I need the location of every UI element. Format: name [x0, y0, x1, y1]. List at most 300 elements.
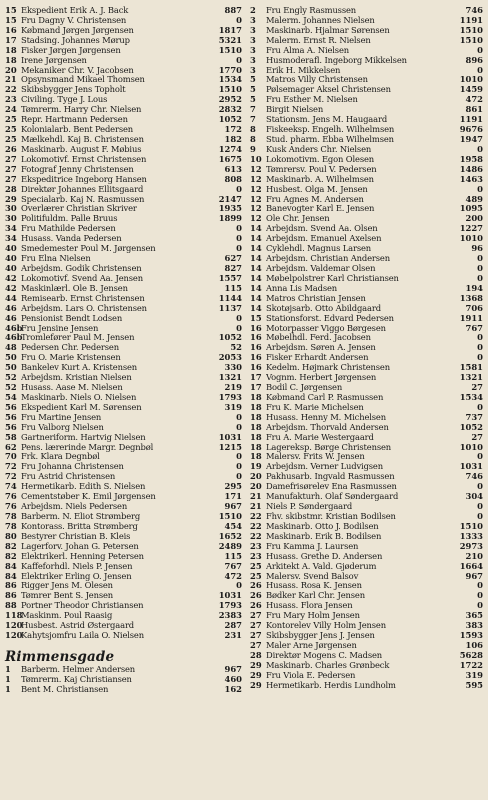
directory-entry: [250, 284, 483, 294]
tax-amount: 1010: [459, 75, 483, 85]
resident-name: Arbejdsm. Søren A. Jensen: [266, 343, 376, 353]
tax-amount: 27: [471, 432, 483, 442]
directory-entry: [250, 66, 483, 76]
tax-amount: 1095: [459, 204, 483, 214]
tax-amount: 1947: [459, 134, 483, 144]
house-number: 88: [5, 601, 17, 611]
directory-entry: [250, 393, 483, 403]
tax-amount: 27: [471, 383, 483, 393]
tax-amount: 182: [224, 134, 242, 144]
house-number: 70: [5, 452, 17, 462]
directory-entry: [5, 393, 242, 403]
house-number: 14: [250, 293, 262, 303]
resident-name: Arbejdsm. Emanuel Axelsen: [266, 234, 382, 244]
tax-amount: 627: [224, 254, 242, 264]
resident-name: Fru A. Marie Westergaard: [266, 432, 374, 442]
house-number: 29: [5, 194, 17, 204]
house-number: 44: [5, 293, 17, 303]
directory-entry: [5, 562, 242, 572]
house-number: 54: [5, 392, 17, 402]
directory-entry: [250, 26, 483, 36]
tax-amount: 1010: [459, 442, 483, 452]
house-number: 3: [250, 25, 256, 35]
tax-amount: 460: [224, 674, 242, 684]
right-entry-list: [250, 6, 483, 691]
tax-amount: 115: [224, 283, 242, 293]
directory-entry: [250, 145, 483, 155]
directory-entry: [250, 165, 483, 175]
resident-name: Arbejdsm. Valdemar Olsen: [266, 263, 376, 273]
right-column: [250, 6, 483, 691]
tax-amount: 0: [236, 15, 242, 25]
house-number: 16: [5, 25, 17, 35]
directory-entry: [250, 36, 483, 46]
house-number: 25: [250, 571, 262, 581]
directory-entry: [250, 214, 483, 224]
resident-name: Barberm. N. Eliot Strømberg: [21, 512, 141, 522]
house-number: 29: [250, 680, 262, 690]
tax-amount: 967: [224, 502, 242, 512]
house-number: 56: [5, 412, 17, 422]
resident-name: Fru Elna Nielsen: [21, 254, 91, 264]
house-number: 34: [5, 224, 17, 234]
house-number: 118: [5, 611, 23, 621]
tax-amount: 0: [477, 402, 483, 412]
directory-entry: [5, 443, 242, 453]
tax-amount: 0: [477, 482, 483, 492]
resident-name: Civiling. Tyge J. Lous: [21, 95, 108, 105]
resident-name: Stud. pharm. Ebba Wilhelmsen: [266, 134, 394, 144]
directory-entry: [250, 621, 483, 631]
tax-amount: 1510: [218, 512, 242, 522]
directory-entry: [250, 363, 483, 373]
directory-entry: [5, 383, 242, 393]
directory-entry: [5, 413, 242, 423]
directory-entry: [5, 56, 242, 66]
directory-entry: [250, 681, 483, 691]
directory-entry: [250, 353, 483, 363]
tax-amount: 1191: [459, 115, 483, 125]
resident-name: Banevogter Karl E. Jensen: [266, 204, 375, 214]
tax-amount: 330: [224, 363, 242, 373]
directory-entry: [250, 413, 483, 423]
tax-amount: 162: [224, 684, 242, 694]
tax-amount: 0: [236, 184, 242, 194]
resident-name: Husass. Grethe D. Andersen: [266, 551, 383, 561]
tax-amount: 96: [471, 244, 483, 254]
tax-amount: 1510: [459, 25, 483, 35]
tax-amount: 1675: [218, 154, 242, 164]
resident-name: Pakhusarb. Ingvald Rasmussen: [266, 472, 395, 482]
directory-entry: [5, 423, 242, 433]
directory-entry: [250, 542, 483, 552]
tax-amount: 0: [477, 65, 483, 75]
house-number: 27: [250, 621, 262, 631]
tax-amount: 1052: [218, 115, 242, 125]
tax-amount: 365: [465, 611, 483, 621]
house-number: 1: [5, 674, 11, 684]
tax-amount: 1144: [218, 293, 242, 303]
directory-entry: [250, 502, 483, 512]
directory-entry: [5, 66, 242, 76]
resident-name: Fru Martine Jensen: [21, 412, 102, 422]
directory-entry: [5, 581, 242, 591]
tax-amount: 2489: [218, 541, 242, 551]
street-heading: Rimmensgade: [5, 649, 115, 665]
directory-entry: [5, 685, 242, 695]
directory-entry: [5, 195, 242, 205]
house-number: 84: [5, 571, 17, 581]
house-number: 42: [5, 283, 17, 293]
house-number: 18: [250, 452, 262, 462]
directory-entry: [5, 244, 242, 254]
directory-entry: [5, 343, 242, 353]
tax-amount: 1052: [218, 333, 242, 343]
tax-amount: 0: [236, 313, 242, 323]
tax-amount: 967: [224, 665, 242, 674]
resident-name: Arbejdsm. Verner Ludvigsen: [266, 462, 383, 472]
resident-name: Matros Christian Jensen: [266, 293, 366, 303]
house-number: 26: [250, 591, 262, 601]
resident-name: Mælkehdl. Kaj B. Christensen: [21, 134, 144, 144]
house-number: 15: [5, 15, 17, 25]
directory-entry: [5, 462, 242, 472]
directory-entry: [5, 452, 242, 462]
tax-amount: 887: [224, 6, 242, 15]
resident-name: Ole Chr. Jensen: [266, 214, 330, 224]
resident-name: Malerm. Johannes Nielsen: [266, 15, 375, 25]
resident-name: Pensionist Bendt Lodsen: [21, 313, 123, 323]
directory-entry: [250, 254, 483, 264]
resident-name: Birgit Nielsen: [266, 105, 324, 115]
tax-amount: 613: [224, 164, 242, 174]
tax-amount: 2053: [218, 353, 242, 363]
directory-entry: [5, 304, 242, 314]
directory-entry: [250, 115, 483, 125]
tax-amount: 2973: [459, 541, 483, 551]
directory-entry: [250, 343, 483, 353]
resident-name: Maskinarb. Otto J. Bodilsen: [266, 521, 379, 531]
directory-entry: [250, 244, 483, 254]
directory-entry: [250, 631, 483, 641]
tax-amount: 0: [236, 55, 242, 65]
directory-entry: [5, 46, 242, 56]
house-number: 16: [250, 363, 262, 373]
house-number: 22: [5, 85, 17, 95]
tax-amount: 767: [224, 561, 242, 571]
directory-entry: [250, 294, 483, 304]
tax-amount: 1557: [218, 273, 242, 283]
directory-entry: [250, 452, 483, 462]
resident-name: Cyklehdl. Magnus Larsen: [266, 244, 372, 254]
house-number: 27: [5, 154, 17, 164]
house-number: 86: [5, 591, 17, 601]
house-number: 20: [250, 482, 262, 492]
resident-name: Skibsbygger Jens Topholt: [21, 85, 126, 95]
resident-name: Cementstøber K. Emil Jørgensen: [21, 492, 156, 502]
tax-amount: 1510: [218, 85, 242, 95]
resident-name: Arbejdsm. Kristian Nielsen: [21, 373, 132, 383]
house-number: 18: [250, 442, 262, 452]
house-number: 26: [250, 601, 262, 611]
tax-amount: 9676: [459, 125, 483, 135]
tax-amount: 0: [477, 333, 483, 343]
resident-name: Specialarb. Kaj N. Rasmussen: [21, 194, 145, 204]
resident-name: Maler Arne Jørgensen: [266, 641, 357, 650]
tax-amount: 194: [465, 283, 483, 293]
house-number: 15: [5, 6, 17, 15]
tax-amount: 0: [236, 323, 242, 333]
house-number: 30: [5, 204, 17, 214]
tax-amount: 808: [224, 174, 242, 184]
house-number: 40: [5, 244, 17, 254]
resident-name: Malersv. Svend Balsov: [266, 571, 359, 581]
tax-amount: 1534: [218, 75, 242, 85]
directory-entry: [5, 403, 242, 413]
directory-entry: [250, 492, 483, 502]
house-number: 72: [5, 472, 17, 482]
resident-name: Lokomotivf. Ernst Christensen: [21, 154, 147, 164]
tax-amount: 287: [224, 621, 242, 631]
tax-amount: 0: [477, 353, 483, 363]
house-number: 29: [250, 660, 262, 670]
resident-name: Fru Dagny V. Christensen: [21, 15, 127, 25]
directory-entry: [250, 423, 483, 433]
resident-name: Kaffeforhdl. Niels P. Jensen: [21, 561, 133, 571]
house-number: 14: [250, 254, 262, 264]
resident-name: Kahytsjomfru Laila O. Nielsen: [21, 631, 144, 641]
resident-name: Hermetikarb. Edith S. Nielsen: [21, 482, 146, 492]
house-number: 52: [5, 383, 17, 393]
resident-name: Fisker Erhardt Andersen: [266, 353, 369, 363]
house-number: 84: [5, 561, 17, 571]
tax-amount: 1010: [459, 234, 483, 244]
directory-entry: [250, 591, 483, 601]
house-number: 27: [5, 174, 17, 184]
directory-entry: [250, 185, 483, 195]
house-number: 29: [250, 670, 262, 680]
house-number: 14: [250, 244, 262, 254]
resident-name: Husass. Rosa K. Jensen: [266, 581, 362, 591]
resident-name: Pens. lærerinde Margr. Degnbøl: [21, 442, 154, 452]
house-number: 56: [5, 402, 17, 412]
tax-amount: 1333: [459, 531, 483, 541]
resident-name: Arkitekt A. Vald. Gjøderum: [266, 561, 377, 571]
directory-entry: [250, 155, 483, 165]
resident-name: Rigger Jens M. Olesen: [21, 581, 113, 591]
resident-name: Kolonialarb. Bent Pedersen: [21, 125, 134, 135]
resident-name: Manufakturh. Olaf Søndergaard: [266, 492, 399, 502]
tax-amount: 0: [477, 144, 483, 154]
tax-amount: 1652: [218, 531, 242, 541]
directory-entry: [250, 433, 483, 443]
tax-amount: 1368: [459, 293, 483, 303]
house-number: 82: [5, 541, 17, 551]
directory-entry: [5, 204, 242, 214]
directory-entry: [250, 195, 483, 205]
resident-name: Fru Esther M. Nielsen: [266, 95, 358, 105]
tax-amount: 319: [224, 402, 242, 412]
resident-name: Maskinarb. Hjalmar Sørensen: [266, 25, 390, 35]
directory-entry: [5, 482, 242, 492]
resident-name: Stationsforst. Edvard Pedersen: [266, 313, 394, 323]
resident-name: Remisearb. Ernst Christensen: [21, 293, 145, 303]
tax-amount: 0: [477, 452, 483, 462]
tax-amount: 0: [477, 591, 483, 601]
directory-entry: [5, 591, 242, 601]
house-number: 16: [250, 333, 262, 343]
resident-name: Fru Mathilde Pedersen: [21, 224, 116, 234]
tax-amount: 1899: [218, 214, 242, 224]
tax-amount: 1321: [459, 373, 483, 383]
house-number: 18: [5, 55, 17, 65]
directory-entry: [250, 6, 483, 16]
house-number: 17: [250, 373, 262, 383]
house-number: 12: [250, 204, 262, 214]
directory-entry: [250, 562, 483, 572]
house-number: 7: [250, 115, 256, 125]
directory-entry: [5, 125, 242, 135]
resident-name: Smedemester Poul M. Jørgensen: [21, 244, 156, 254]
tax-amount: 0: [477, 45, 483, 55]
house-number: 14: [250, 303, 262, 313]
house-number: 78: [5, 521, 17, 531]
resident-name: Matros Villy Christensen: [266, 75, 368, 85]
house-number: 5: [250, 75, 256, 85]
directory-entry: [5, 224, 242, 234]
resident-name: Møbelpolstrer Karl Christiansen: [266, 273, 399, 283]
resident-name: Maskinarb. Erik B. Bodilsen: [266, 531, 382, 541]
house-number: 28: [250, 650, 262, 660]
resident-name: Damefrisørelev Ena Rasmussen: [266, 482, 397, 492]
house-number: 25: [5, 125, 17, 135]
directory-entry: [250, 85, 483, 95]
resident-name: Elektrikerl. Henning Petersen: [21, 551, 144, 561]
directory-entry: [250, 383, 483, 393]
resident-name: Frk. Klara Degnbøl: [21, 452, 100, 462]
house-number: 22: [250, 512, 262, 522]
house-number: 40: [5, 254, 17, 264]
house-number: 22: [250, 521, 262, 531]
house-number: 58: [5, 432, 17, 442]
directory-entry: [250, 601, 483, 611]
house-number: 27: [250, 641, 262, 650]
house-number: 23: [5, 95, 17, 105]
house-number: 26: [5, 144, 17, 154]
directory-entry: [5, 85, 242, 95]
house-number: 50: [5, 353, 17, 363]
tax-amount: 383: [465, 621, 483, 631]
house-number: 16: [250, 323, 262, 333]
resident-name: Kontorass. Britta Strømberg: [21, 521, 138, 531]
house-number: 10: [250, 154, 262, 164]
resident-name: Fru Kamma J. Laursen: [266, 541, 359, 551]
house-number: 17: [250, 383, 262, 393]
resident-name: Lagerforv. Johan G. Petersen: [21, 541, 139, 551]
resident-name: Fru Agnes M. Andersen: [266, 194, 364, 204]
directory-entry: [5, 353, 242, 363]
resident-name: Barberm. Helmer Andersen: [21, 665, 136, 674]
directory-entry: [250, 274, 483, 284]
directory-entry: [5, 492, 242, 502]
tax-amount: 1722: [459, 660, 483, 670]
tax-amount: 737: [465, 412, 483, 422]
directory-entry: [250, 482, 483, 492]
house-number: 120: [5, 621, 23, 631]
tax-amount: 171: [224, 492, 242, 502]
tax-amount: 52: [230, 343, 242, 353]
directory-entry: [5, 214, 242, 224]
resident-name: Møbelhdl. Ferd. Jacobsen: [266, 333, 371, 343]
house-number: 23: [250, 541, 262, 551]
tax-amount: 1463: [459, 174, 483, 184]
tax-amount: 1052: [459, 422, 483, 432]
resident-name: Fru Alma A. Nielsen: [266, 45, 350, 55]
house-number: 27: [250, 631, 262, 641]
house-number: 19: [250, 462, 262, 472]
tax-amount: 1911: [459, 313, 483, 323]
directory-entry: [250, 46, 483, 56]
tax-amount: 1935: [218, 204, 242, 214]
tax-amount: 1227: [459, 224, 483, 234]
tax-amount: 0: [477, 502, 483, 512]
house-number: 16: [250, 353, 262, 363]
resident-name: Opsynsmand Mikael Thomsen: [21, 75, 145, 85]
resident-name: Tømrersv. Poul V. Pedersen: [266, 164, 377, 174]
house-number: 62: [5, 442, 17, 452]
house-number: 3: [250, 65, 256, 75]
directory-entry: [5, 373, 242, 383]
tax-amount: 0: [477, 343, 483, 353]
tax-amount: 1510: [459, 35, 483, 45]
house-number: 7: [250, 105, 256, 115]
house-number: 5: [250, 85, 256, 95]
directory-entry: [250, 581, 483, 591]
resident-name: Maskinarb. Charles Grønbeck: [266, 660, 390, 670]
resident-name: Arbejdsm. Lars O. Christensen: [21, 303, 147, 313]
resident-name: Husass. Aase M. Nielsen: [21, 383, 123, 393]
tax-amount: 210: [465, 551, 483, 561]
directory-entry: [5, 155, 242, 165]
tax-amount: 0: [477, 581, 483, 591]
tax-amount: 767: [465, 323, 483, 333]
house-number: 86: [5, 581, 17, 591]
directory-entry: [5, 572, 242, 582]
directory-entry: [5, 284, 242, 294]
resident-name: Hermetikarb. Herdis Lundholm: [266, 680, 396, 690]
resident-name: Direktør Johannes Ellitsgaard: [21, 184, 144, 194]
house-number: 14: [250, 234, 262, 244]
tax-amount: 0: [477, 184, 483, 194]
directory-entry: [5, 175, 242, 185]
tax-amount: 2952: [218, 95, 242, 105]
house-number: 2: [250, 6, 256, 15]
house-number: 14: [250, 263, 262, 273]
tax-amount: 295: [224, 482, 242, 492]
tax-amount: 827: [224, 263, 242, 273]
house-number: 3: [250, 15, 256, 25]
resident-name: Fru K. Marie Michelsen: [266, 402, 364, 412]
directory-entry: [250, 512, 483, 522]
street-entry-list: [5, 665, 242, 695]
house-number: 18: [250, 402, 262, 412]
house-number: 18: [250, 422, 262, 432]
directory-entry: [5, 363, 242, 373]
directory-entry: [5, 6, 242, 16]
directory-entry: [250, 671, 483, 681]
house-number: 12: [250, 194, 262, 204]
resident-name: Lokomotivm. Egon Olesen: [266, 154, 375, 164]
